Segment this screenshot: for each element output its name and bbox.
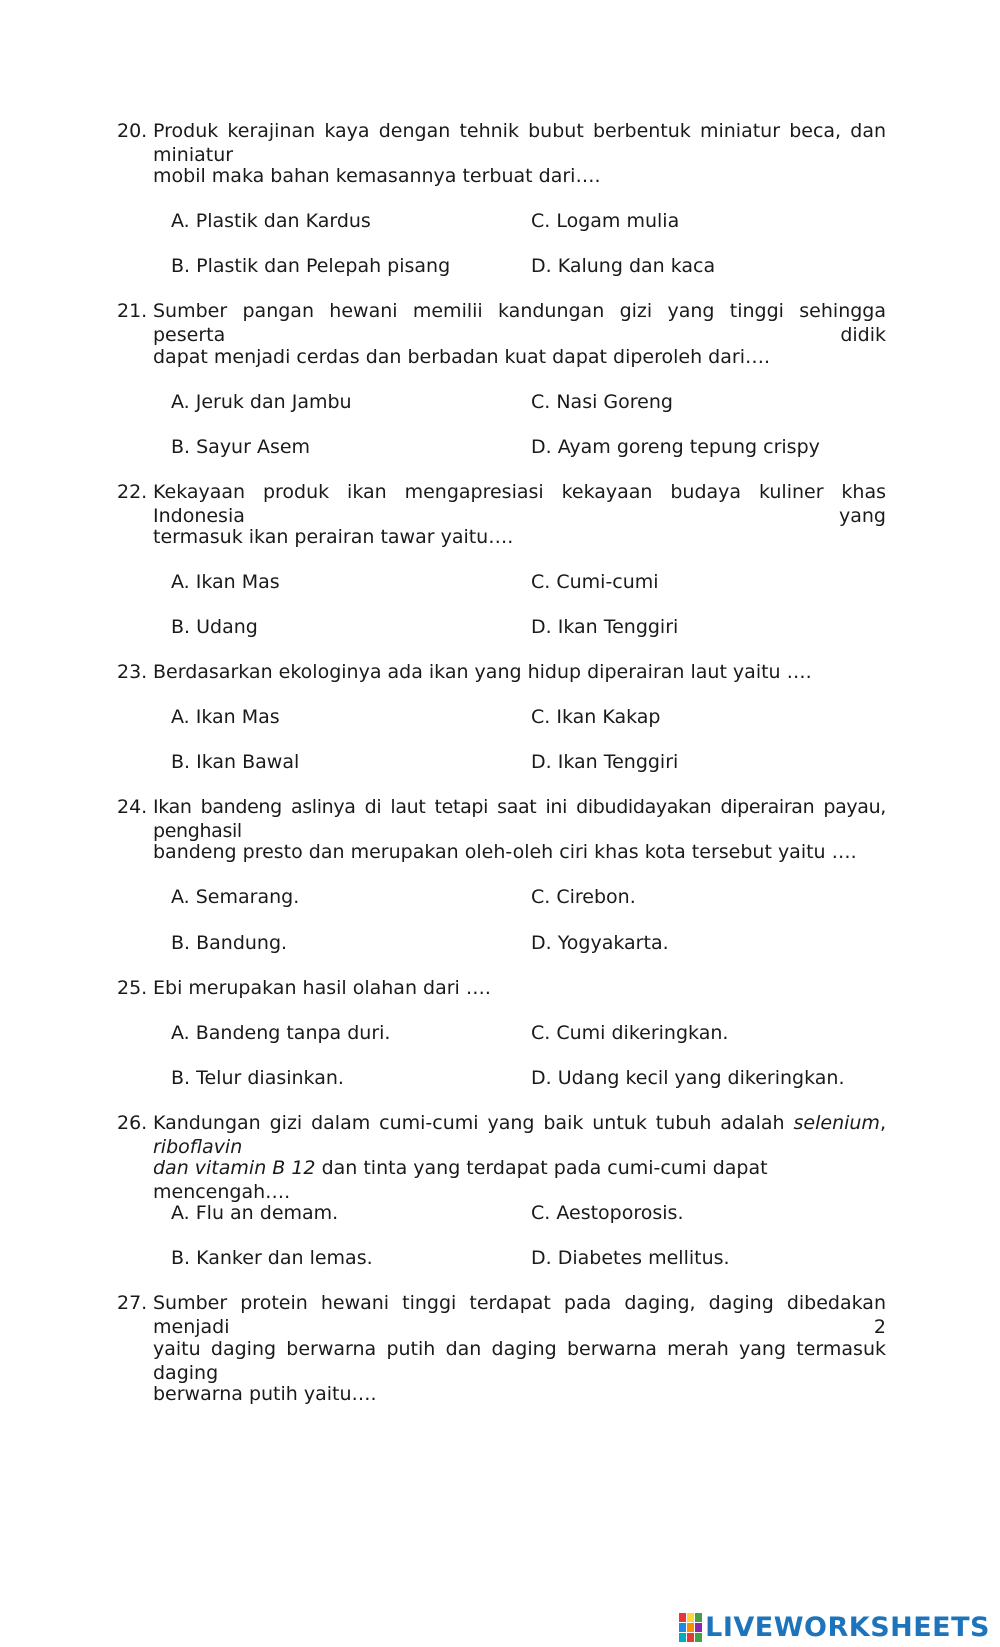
question-21-option-d[interactable]: D. Ayam goreng tepung crispy	[531, 436, 820, 458]
question-26-stem-separator: ,	[879, 1112, 886, 1134]
question-25-stem-line-1: Ebi merupakan hasil olahan dari ….	[153, 977, 491, 999]
question-21-option-c[interactable]: C. Nasi Goreng	[531, 391, 673, 413]
question-23-option-c[interactable]: C. Ikan Kakap	[531, 706, 661, 728]
question-26-option-b[interactable]: B. Kanker dan lemas.	[171, 1247, 373, 1269]
question-22-stem-line-1: Kekayaan produk ikan mengapresiasi kekayaan budaya kuliner khas Indonesia yang	[153, 481, 886, 527]
liveworksheets-wordmark: LIVEWORKSHEETS	[705, 1611, 990, 1643]
question-26-option-d[interactable]: D. Diabetes mellitus.	[531, 1247, 730, 1269]
question-22-option-a[interactable]: A. Ikan Mas	[171, 571, 280, 593]
logo-block	[679, 1613, 686, 1622]
question-25-number: 25.	[117, 977, 148, 999]
question-20-option-c[interactable]: C. Logam mulia	[531, 210, 680, 232]
question-20-stem-line-2: mobil maka bahan kemasannya terbuat dari….	[153, 165, 601, 187]
logo-block	[687, 1623, 694, 1632]
question-21-option-b[interactable]: B. Sayur Asem	[171, 436, 311, 458]
logo-block	[695, 1613, 702, 1622]
question-24-stem-line-2: bandeng presto dan merupakan oleh-oleh ciri khas kota tersebut yaitu ….	[153, 841, 857, 863]
question-27-stem-line-3: berwarna putih yaitu….	[153, 1383, 377, 1405]
question-26-stem-line-1	[153, 1111, 886, 1159]
question-20-number: 20.	[117, 120, 148, 142]
logo-block	[679, 1633, 686, 1642]
question-24-option-b[interactable]: B. Bandung.	[171, 932, 288, 954]
question-22-option-b[interactable]: B. Udang	[171, 616, 258, 638]
question-23-option-a[interactable]: A. Ikan Mas	[171, 706, 280, 728]
logo-block	[695, 1633, 702, 1642]
liveworksheets-branding	[679, 1612, 990, 1642]
question-22-number: 22.	[117, 481, 148, 503]
question-23-stem-line-1: Berdasarkan ekologinya ada ikan yang hidup diperairan laut yaitu ….	[153, 661, 812, 683]
question-26-term-selenium: selenium	[793, 1112, 880, 1134]
question-26-stem-line-2	[153, 1156, 886, 1204]
question-23-number: 23.	[117, 661, 148, 683]
question-25-option-c[interactable]: C. Cumi dikeringkan.	[531, 1022, 729, 1044]
question-26-option-c[interactable]: C. Aestoporosis.	[531, 1202, 684, 1224]
liveworksheets-logo-icon	[679, 1613, 702, 1642]
question-20-stem-line-1: Produk kerajinan kaya dengan tehnik bubut berbentuk miniatur beca, dan miniatur	[153, 120, 886, 166]
logo-block	[695, 1623, 702, 1632]
question-24-option-a[interactable]: A. Semarang.	[171, 886, 300, 908]
question-20-option-b[interactable]: B. Plastik dan Pelepah pisang	[171, 255, 451, 277]
question-22-stem-line-2: termasuk ikan perairan tawar yaitu….	[153, 526, 514, 548]
question-24-number: 24.	[117, 796, 148, 818]
question-26-term-riboflavin: riboflavin	[153, 1136, 243, 1158]
question-23-option-d[interactable]: D. Ikan Tenggiri	[531, 751, 679, 773]
question-21-stem-line-1: Sumber pangan hewani memilii kandungan gizi yang tinggi sehingga peserta didik	[153, 300, 886, 346]
question-25-option-a[interactable]: A. Bandeng tanpa duri.	[171, 1022, 391, 1044]
question-21-option-a[interactable]: A. Jeruk dan Jambu	[171, 391, 352, 413]
question-24-option-c[interactable]: C. Cirebon.	[531, 886, 636, 908]
question-24-stem-line-1: Ikan bandeng aslinya di laut tetapi saat ini dibudidayakan diperairan payau, penghasil	[153, 796, 886, 842]
logo-block	[687, 1633, 694, 1642]
question-25-option-b[interactable]: B. Telur diasinkan.	[171, 1067, 344, 1089]
question-26-stem-continuation: dan tinta yang terdapat pada cumi-cumi dapat mencengah….	[153, 1157, 768, 1203]
question-26-option-a[interactable]: A. Flu an demam.	[171, 1202, 339, 1224]
logo-block	[687, 1613, 694, 1622]
question-20-option-d[interactable]: D. Kalung dan kaca	[531, 255, 716, 277]
question-25-option-d[interactable]: D. Udang kecil yang dikeringkan.	[531, 1067, 845, 1089]
question-24-option-d[interactable]: D. Yogyakarta.	[531, 932, 669, 954]
question-27-number: 27.	[117, 1292, 148, 1314]
question-27-stem-line-2: yaitu daging berwarna putih dan daging berwarna merah yang termasuk daging	[153, 1338, 886, 1384]
question-22-option-d[interactable]: D. Ikan Tenggiri	[531, 616, 679, 638]
question-26-number: 26.	[117, 1112, 148, 1134]
question-20-option-a[interactable]: A. Plastik dan Kardus	[171, 210, 371, 232]
logo-block	[679, 1623, 686, 1632]
question-27-stem-line-1: Sumber protein hewani tinggi terdapat pada daging, daging dibedakan menjadi 2	[153, 1292, 886, 1338]
question-26-stem-text: Kandungan gizi dalam cumi-cumi yang baik untuk tubuh adalah	[153, 1112, 794, 1134]
question-23-option-b[interactable]: B. Ikan Bawal	[171, 751, 300, 773]
question-26-term-vitamin: dan vitamin B 12	[153, 1157, 316, 1179]
question-21-stem-line-2: dapat menjadi cerdas dan berbadan kuat dapat diperoleh dari….	[153, 346, 771, 368]
question-21-number: 21.	[117, 300, 148, 322]
question-22-option-c[interactable]: C. Cumi-cumi	[531, 571, 659, 593]
